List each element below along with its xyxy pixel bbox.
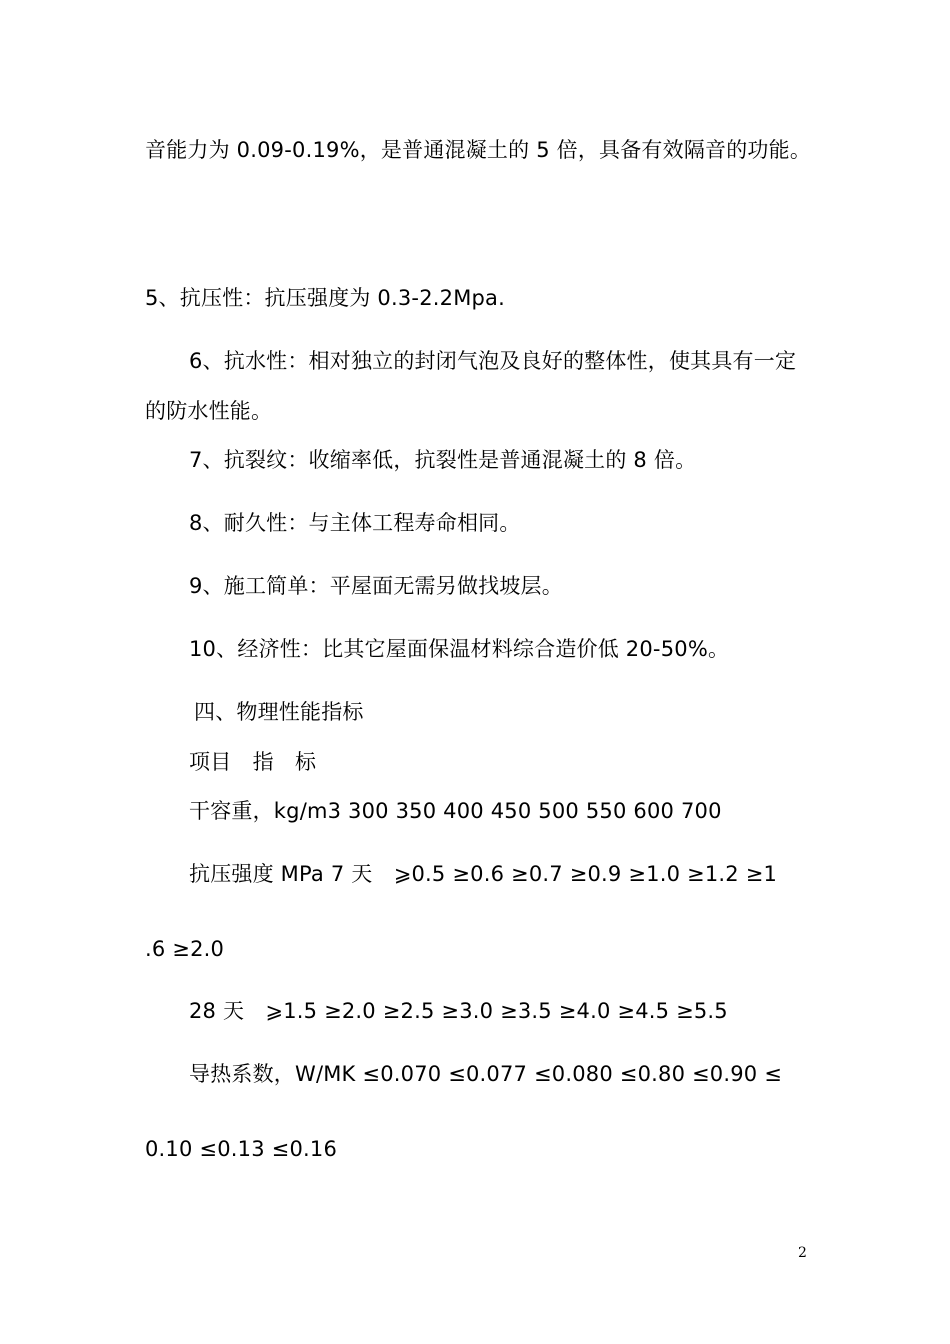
table-row-line: .6 ≥2.0 (145, 937, 225, 961)
page-number: 2 (798, 1245, 807, 1261)
section-heading: 四、物理性能指标 (194, 700, 364, 724)
paragraph-line: 5、抗压性：抗压强度为 0.3-2.2Mpa. (145, 286, 505, 310)
paragraph-line: 7、抗裂纹：收缩率低，抗裂性是普通混凝土的 8 倍。 (189, 448, 697, 472)
table-row-line: 导热系数，W/MK ≤0.070 ≤0.077 ≤0.080 ≤0.80 ≤0.90 ≤ (189, 1062, 783, 1086)
table-row-line: 0.10 ≤0.13 ≤0.16 (145, 1137, 338, 1161)
table-header-line: 项目 指 标 (189, 750, 317, 774)
paragraph-line: 音能力为 0.09-0.19%，是普通混凝土的 5 倍，具备有效隔音的功能。 (145, 138, 812, 162)
paragraph-line: 的防水性能。 (145, 399, 273, 423)
paragraph-line: 9、施工简单：平屋面无需另做找坡层。 (189, 574, 563, 598)
table-row-line: 28 天 ⩾1.5 ≥2.0 ≥2.5 ≥3.0 ≥3.5 ≥4.0 ≥4.5 ≥5.5 (189, 999, 728, 1023)
table-row-line: 干容重，kg/m3 300 350 400 450 500 550 600 700 (189, 799, 722, 823)
paragraph-line: 6、抗水性：相对独立的封闭气泡及良好的整体性，使其具有一定 (189, 349, 797, 373)
paragraph-line: 10、经济性：比其它屋面保温材料综合造价低 20-50%。 (189, 637, 730, 661)
table-row-line: 抗压强度 MPa 7 天 ⩾0.5 ≥0.6 ≥0.7 ≥0.9 ≥1.0 ≥1.2 ≥1 (189, 862, 778, 886)
paragraph-line: 8、耐久性：与主体工程寿命相同。 (189, 511, 521, 535)
